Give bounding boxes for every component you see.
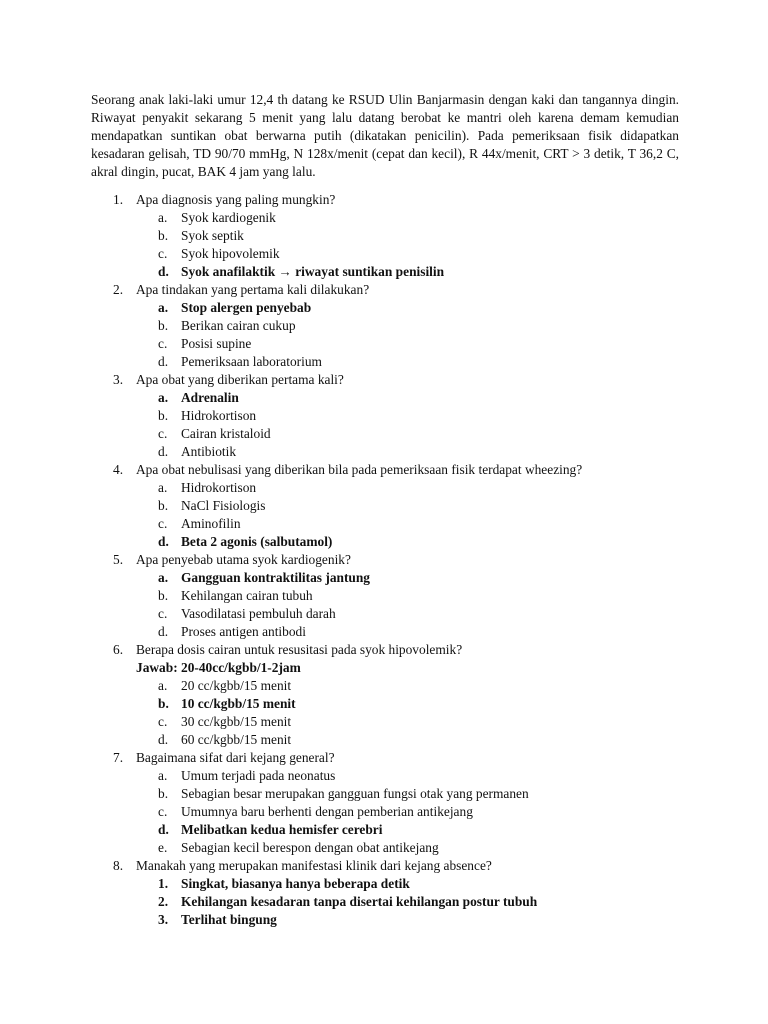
option-item-correct [0,533,768,551]
option-item [0,209,768,227]
option-letter: c. [158,516,168,531]
option-item-correct [0,299,768,317]
option-text: Cairan kristaloid [181,426,271,441]
option-item [0,425,768,443]
option-item-correct [0,911,768,929]
option-letter: d. [158,624,169,639]
question-item [0,281,768,299]
question-text: Bagaimana sifat dari kejang general? [136,750,335,765]
option-letter: c. [158,606,168,621]
question-text: Apa obat yang diberikan pertama kali? [136,372,344,387]
option-item [0,587,768,605]
option-text: Umum terjadi pada neonatus [181,768,336,783]
option-letter: c. [158,336,168,351]
option-letter: d. [158,444,169,459]
option-letter: a. [158,480,168,495]
option-text: Aminofilin [181,516,241,531]
option-letter: b. [158,786,169,801]
option-text: 60 cc/kgbb/15 menit [181,732,292,747]
option-text: Syok anafilaktik → riwayat suntikan penisilin [181,264,445,279]
option-item [0,785,768,803]
option-letter: a. [158,210,168,225]
question-item [0,641,768,659]
question-number: 7. [113,750,124,765]
option-item [0,731,768,749]
option-text: Syok septik [181,228,244,243]
option-letter: a. [158,570,169,585]
option-item [0,713,768,731]
option-letter: c. [158,426,168,441]
option-letter: c. [158,804,168,819]
option-item [0,839,768,857]
option-item [0,623,768,641]
option-text: Umumnya baru berhenti dengan pemberian antikejang [181,804,473,819]
question-text: Apa diagnosis yang paling mungkin? [136,192,336,207]
answer-line [0,659,768,677]
question-item [0,749,768,767]
option-letter: a. [158,300,169,315]
option-letter: a. [158,768,168,783]
option-text: Syok kardiogenik [181,210,276,225]
option-item [0,317,768,335]
option-letter: b. [158,408,169,423]
option-text: NaCl Fisiologis [181,498,266,513]
option-letter: d. [158,354,169,369]
question-text: Apa penyebab utama syok kardiogenik? [136,552,351,567]
option-text: Pemeriksaan laboratorium [181,354,322,369]
option-letter: b. [158,696,169,711]
question-number: 8. [113,858,124,873]
option-item [0,515,768,533]
question-item [0,191,768,209]
option-item [0,479,768,497]
question-text: Berapa dosis cairan untuk resusitasi pada syok hipovolemik? [136,642,463,657]
option-item-correct [0,821,768,839]
option-text: Vasodilatasi pembuluh darah [181,606,336,621]
option-text: 10 cc/kgbb/15 menit [181,696,296,711]
question-item [0,857,768,875]
option-text: Syok hipovolemik [181,246,280,261]
option-text: 20 cc/kgbb/15 menit [181,678,292,693]
option-item-correct [0,263,768,281]
option-text: Stop alergen penyebab [181,300,312,315]
option-text: Kehilangan kesadaran tanpa disertai kehilangan postur tubuh [181,894,538,909]
case-intro-paragraph: Seorang anak laki-laki umur 12,4 th datang ke RSUD Ulin Banjarmasin dengan kaki dan tangannya dingin. Riwayat penyakit sekarang 5 menit yang lalu datang berobat ke mantri oleh karena demam kemudian mendapatkan suntikan obat berwarna putih (dikatakan penicilin). Pada pemeriksaan fisik didapatkan kesadaran gelisah, TD 90/70 mmHg, N 128x/menit (cepat dan kecil), R 44x/menit, CRT > 3 detik, T 36,2 C, akral dingin, pucat, BAK 4 jam yang lalu. [91,92,679,179]
question-text: Apa tindakan yang pertama kali dilakukan? [136,282,370,297]
option-letter: c. [158,246,168,261]
option-item-correct [0,695,768,713]
option-item [0,497,768,515]
option-letter: d. [158,732,169,747]
option-item-correct [0,875,768,893]
option-text: Proses antigen antibodi [181,624,306,639]
option-text: Beta 2 agonis (salbutamol) [181,534,333,549]
question-number: 1. [113,192,124,207]
option-text: Singkat, biasanya hanya beberapa detik [181,876,410,891]
option-item [0,407,768,425]
option-letter: b. [158,588,169,603]
question-item [0,551,768,569]
option-item-correct [0,893,768,911]
option-letter: a. [158,390,169,405]
option-item [0,767,768,785]
option-item [0,353,768,371]
option-text: 30 cc/kgbb/15 menit [181,714,292,729]
question-number: 2. [113,282,124,297]
question-number: 3. [113,372,124,387]
option-text: Adrenalin [181,390,239,405]
option-item-correct [0,569,768,587]
option-item [0,605,768,623]
question-list [0,191,768,929]
question-item [0,461,768,479]
option-text: Antibiotik [181,444,237,459]
option-text: Sebagian besar merupakan gangguan fungsi otak yang permanen [181,786,529,801]
option-letter: b. [158,228,169,243]
question-number: 5. [113,552,124,567]
question-text: Manakah yang merupakan manifestasi klinik dari kejang absence? [136,858,492,873]
option-letter: d. [158,822,169,837]
option-item-correct [0,389,768,407]
question-number: 6. [113,642,124,657]
option-letter: 2. [158,894,169,909]
option-letter: a. [158,678,168,693]
answer-text: Jawab: 20-40cc/kgbb/1-2jam [136,660,301,675]
option-letter: 3. [158,912,169,927]
option-letter: e. [158,840,168,855]
option-text: Terlihat bingung [181,912,277,927]
option-item [0,443,768,461]
option-letter: c. [158,714,168,729]
question-number: 4. [113,462,124,477]
question-item [0,371,768,389]
option-text: Hidrokortison [181,480,257,495]
option-letter: d. [158,264,169,279]
option-item [0,677,768,695]
option-text: Kehilangan cairan tubuh [181,588,313,603]
option-text: Hidrokortison [181,408,257,423]
option-text: Melibatkan kedua hemisfer cerebri [181,822,383,837]
option-item [0,245,768,263]
option-letter: d. [158,534,169,549]
option-letter: b. [158,498,169,513]
question-text: Apa obat nebulisasi yang diberikan bila pada pemeriksaan fisik terdapat wheezing? [136,462,583,477]
option-letter: b. [158,318,169,333]
option-item [0,803,768,821]
option-item [0,227,768,245]
option-text: Posisi supine [181,336,252,351]
option-text: Sebagian kecil berespon dengan obat antikejang [181,840,439,855]
option-text: Gangguan kontraktilitas jantung [181,570,371,585]
option-letter: 1. [158,876,169,891]
option-text: Berikan cairan cukup [181,318,296,333]
option-item [0,335,768,353]
